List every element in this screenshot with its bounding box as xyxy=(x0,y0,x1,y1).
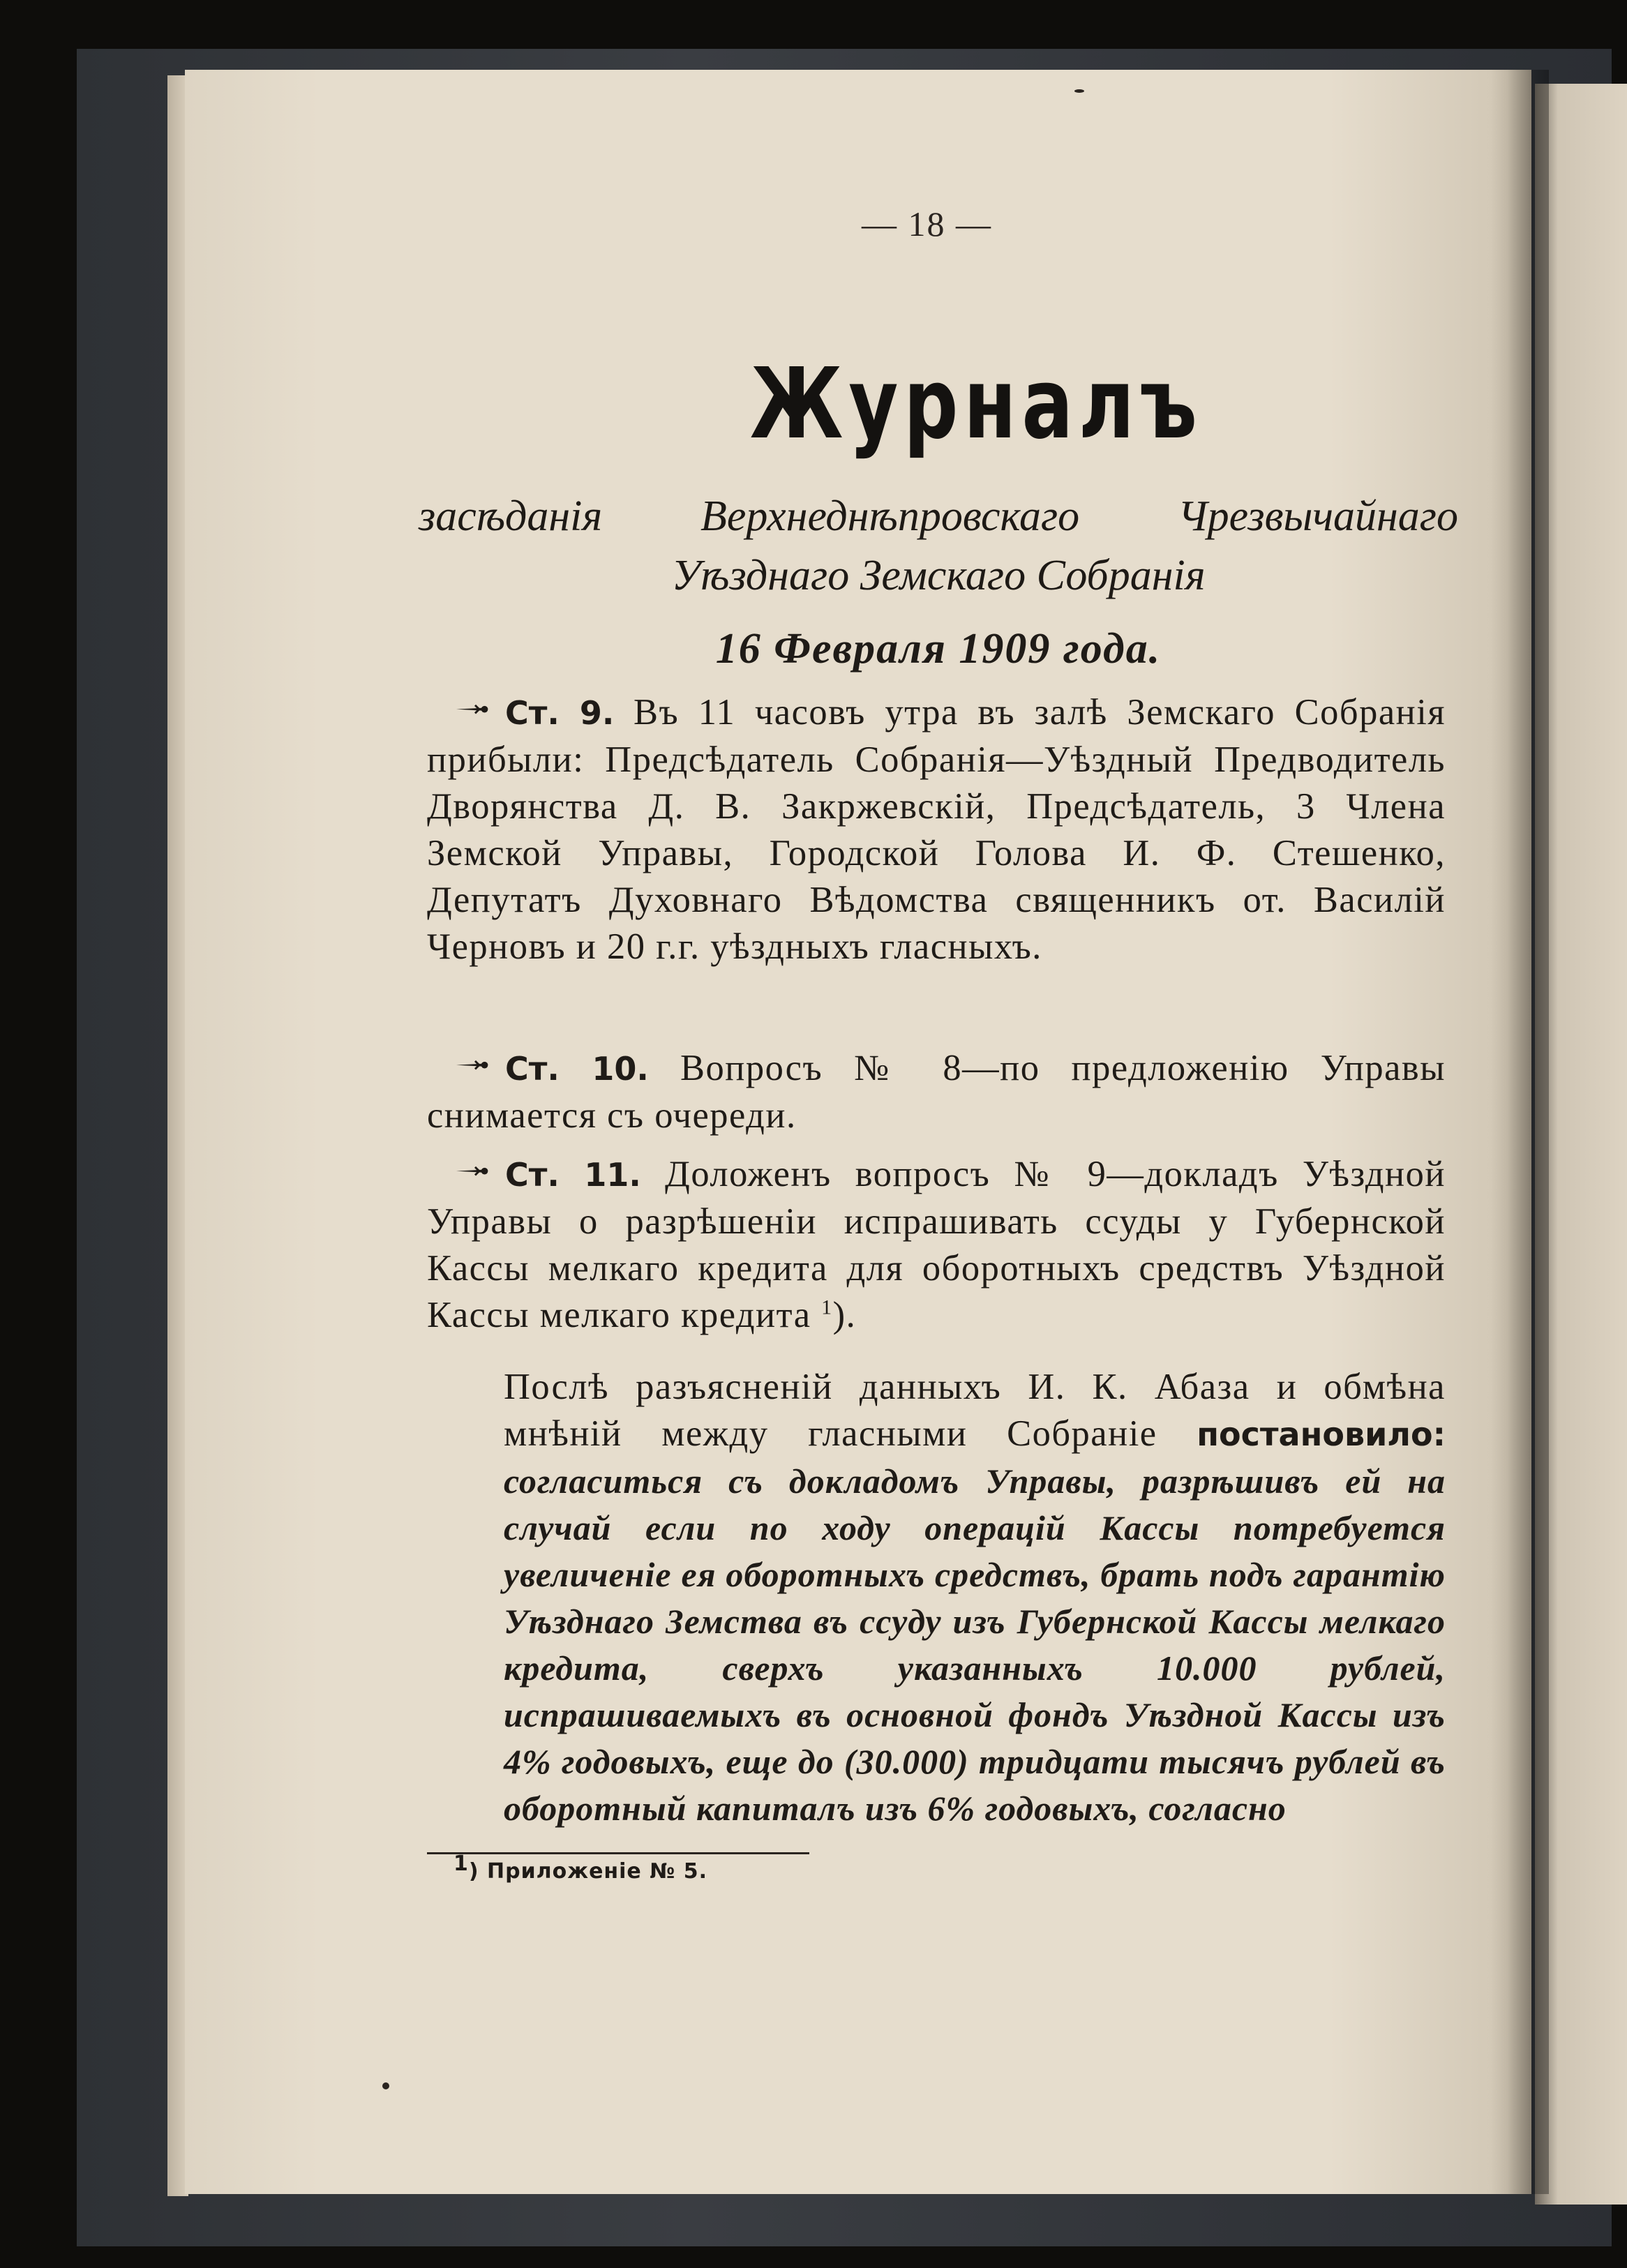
article-text: Доложенъ вопросъ № 9—докладъ Уѣздной Управы о разрѣшеніи испрашивать ссуды у Губернской Кассы мелкаго кредита для оборотныхъ средствъ Уѣздной Кассы мелкаго кредита xyxy=(427,1154,1446,1335)
manicule-pointer-icon xyxy=(455,1164,495,1178)
article-10-paragraph xyxy=(427,1045,1446,1139)
resolution-paragraph xyxy=(427,1364,1446,1832)
article-label: Ст. 9. xyxy=(505,694,615,732)
page-number: — 18 — xyxy=(862,204,992,243)
footnote-marker: 1 xyxy=(453,1852,469,1876)
meeting-date: 16 Февраля 1909 года. xyxy=(715,625,1162,673)
resolution-text: согласиться съ докладомъ Управы, разрѣшивъ ей на случай если по ходу операцій Кассы потребуется увеличеніе ея оборотныхъ средствъ, брать подъ гарантію Уѣзднаго Земства въ ссуду изъ Губернской Кассы мелкаго кредита, сверхъ указанныхъ 10.000 рублей, испрашиваемыхъ въ основной фондъ Уѣздной Кассы изъ 4% годовыхъ, еще до (30.000) тридцати тысячъ рублей въ оборотный капиталъ изъ 6% годовыхъ, согласно xyxy=(504,1462,1446,1828)
article-11-paragraph xyxy=(427,1151,1446,1339)
article-text-end: ). xyxy=(832,1295,857,1335)
article-9-paragraph xyxy=(427,689,1446,970)
footnote xyxy=(453,1852,708,1884)
footnote-text: ) Приложеніе № 5. xyxy=(468,1859,708,1884)
article-text: Въ 11 часовъ утра въ залѣ Земскаго Собранія прибыли: Предсѣдатель Собранія—Уѣздный Предводитель Дворянства Д. В. Закржевскій, Предсѣдатель, 3 Члена Земской Управы, Городской Голова И. Ф. Стешенко, Депутатъ Духовнаго Вѣдомства священникъ от. Василій Черновъ и 20 г.г. уѣздныхъ гласныхъ. xyxy=(427,692,1446,967)
article-label: Ст. 10. xyxy=(505,1050,649,1088)
page-title: Журналъ xyxy=(749,347,1203,461)
subtitle-line-2: Уѣзднаго Земскаго Собранія xyxy=(671,552,1206,599)
footnote-reference: 1 xyxy=(821,1296,833,1319)
resolution-decided-label: постановило: xyxy=(1197,1415,1446,1453)
manicule-pointer-icon xyxy=(455,1058,495,1072)
manicule-pointer-icon xyxy=(455,703,495,716)
footnote-divider xyxy=(427,1852,809,1854)
subtitle-line-1: засѣданія Верхнеднѣпровскаго Чрезвычайнаго xyxy=(419,493,1458,540)
gutter-shadow xyxy=(1507,70,1549,2194)
ink-speck xyxy=(1074,89,1084,93)
article-text: Вопросъ № 8—по предложенію Управы снимается съ очереди. xyxy=(427,1048,1446,1136)
resolution-intro: Послѣ разъясненій данныхъ И. К. Абаза и обмѣна мнѣній между гласными Собраніе xyxy=(504,1367,1446,1454)
article-label: Ст. 11. xyxy=(505,1156,641,1194)
ink-speck xyxy=(382,2082,389,2089)
